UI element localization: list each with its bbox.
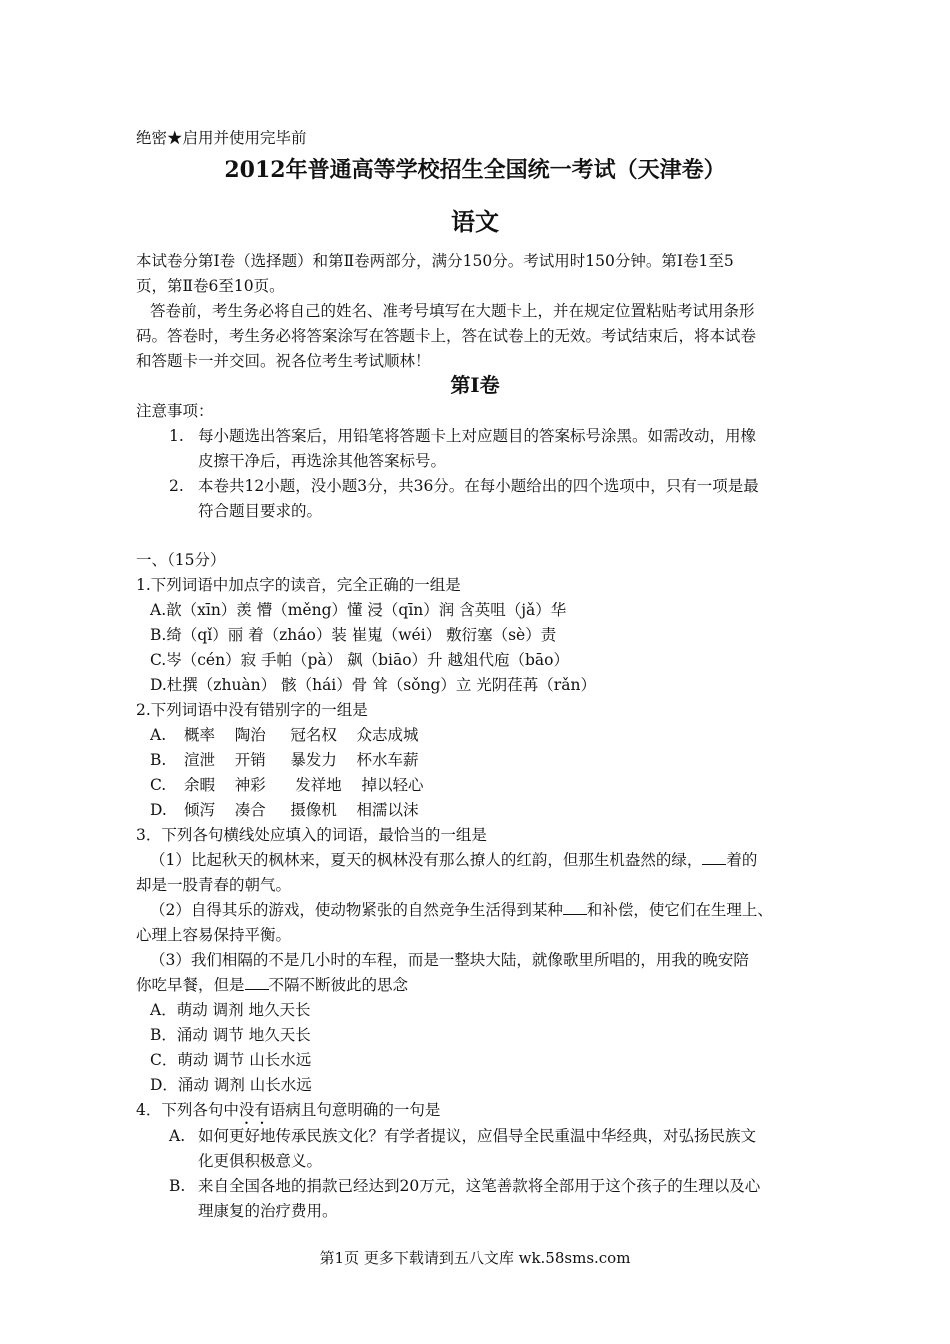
question-1-option-b: B.绮（qǐ）丽 着（zháo）装 崔嵬（wéi） 敷衍塞（sè）责 xyxy=(150,626,557,644)
question-4-stem xyxy=(136,1100,440,1128)
question-3-sentence-3-cont xyxy=(136,975,408,995)
emphasized-text: 没有 xyxy=(238,1101,270,1119)
sentence-text: （2）自得其乐的游戏，使动物紧张的自然竞争生活得到某种 xyxy=(150,901,563,919)
question-1-stem: 1.下列词语中加点字的读音，完全正确的一组是 xyxy=(136,576,461,594)
question-3-sentence-3: （3）我们相隔的不是几小时的车程，而是一整块大陆，就像歌里所唱的，用我的晚安陪 xyxy=(150,951,749,969)
question-4-option-label: B. xyxy=(169,1177,186,1195)
question-2-option-text: 渲泄 开销 暴发力 杯水车薪 xyxy=(184,751,419,769)
question-2-option-label: A. xyxy=(150,726,167,744)
question-2-option-text: 概率 陶治 冠名权 众志成城 xyxy=(184,726,419,744)
question-3-sentence-2 xyxy=(150,900,773,920)
question-3-stem: 3．下列各句横线处应填入的词语，最恰当的一组是 xyxy=(136,826,487,844)
question-2-option-text: 倾泻 凑合 摄像机 相濡以沫 xyxy=(184,801,419,819)
note-text-line: 皮擦干净后，再选涂其他答案标号。 xyxy=(198,452,447,470)
question-1-option-d: D.杜撰（zhuàn） 骸（hái）骨 耸（sǒng）立 光阴荏苒（rǎn） xyxy=(150,676,596,694)
question-3-option-c: C．萌动 调节 山长水远 xyxy=(150,1051,312,1069)
intro-paragraph-1-line-1: 本试卷分第Ⅰ卷（选择题）和第Ⅱ卷两部分，满分150分。考试用时150分钟。第Ⅰ卷1至5 xyxy=(136,252,734,270)
question-2-option-label: B. xyxy=(150,751,167,769)
stem-text: 4．下列各句中 xyxy=(136,1101,239,1119)
stem-text: 语病且句意明确的一句是 xyxy=(269,1101,441,1119)
fill-blank xyxy=(702,850,726,865)
question-2-option-label: D. xyxy=(150,801,167,819)
question-4-option-label: A. xyxy=(169,1127,186,1145)
note-text-line: 本卷共12小题，没小题3分，共36分。在每小题给出的四个选项中，只有一项是最 xyxy=(198,477,759,495)
page-footer: 第1页 更多下载请到五八文库 wk.58sms.com xyxy=(319,1249,631,1267)
question-2-option-text: 余暇 神彩 发祥地 掉以轻心 xyxy=(184,776,424,794)
question-4-option-text: 理康复的治疗费用。 xyxy=(198,1202,338,1220)
question-4-option-text: 化更俱积极意义。 xyxy=(198,1152,323,1170)
question-3-option-a: A．萌动 调剂 地久天长 xyxy=(150,1001,311,1019)
note-number: 2. xyxy=(169,477,184,495)
intro-paragraph-2-line-1: 答卷前，考生务必将自己的姓名、准考号填写在大题卡上，并在规定位置粘贴考试用条形 xyxy=(150,302,755,320)
question-1-option-a: A.歆（xīn）羡 懵（měng）懂 浸（qīn）润 含英咀（jǎ）华 xyxy=(150,601,567,619)
question-1-option-c: C.岑（cén）寂 手帕（pà） 飙（biāo）升 越俎代庖（bāo） xyxy=(150,651,569,669)
notes-label: 注意事项： xyxy=(136,402,214,420)
intro-paragraph-2-line-2: 码。答卷时，考生务必将答案涂写在答题卡上，答在试卷上的无效。考试结束后，将本试卷 xyxy=(136,327,757,345)
note-number: 1. xyxy=(169,427,184,445)
fill-blank xyxy=(245,975,269,990)
fill-blank xyxy=(563,900,587,915)
intro-paragraph-1-line-2: 页，第Ⅱ卷6至10页。 xyxy=(136,277,285,295)
question-4-option-text: 来自全国各地的捐款已经达到20万元，这笔善款将全部用于这个孩子的生理以及心 xyxy=(198,1177,761,1195)
question-4-option-text: 如何更好地传承民族文化？有学者提议，应倡导全民重温中华经典，对弘扬民族文 xyxy=(198,1127,757,1145)
volume-1-heading: 第Ⅰ卷 xyxy=(450,373,500,397)
question-2-option-label: C. xyxy=(150,776,167,794)
sentence-text: 和补偿，使它们在生理上、 xyxy=(586,901,773,919)
question-3-option-b: B．涌动 调节 地久天长 xyxy=(150,1026,311,1044)
sentence-text: 不隔不断彼此的思念 xyxy=(268,976,409,994)
confidential-label: 绝密★启用并使用完毕前 xyxy=(136,129,307,147)
sentence-text: 着的 xyxy=(726,851,758,869)
note-text-line: 每小题选出答案后，用铅笔将答题卡上对应题目的答案标号涂黑。如需改动，用橡 xyxy=(198,427,757,445)
intro-paragraph-2-line-3: 和答题卡一并交回。祝各位考生考试顺林！ xyxy=(136,352,431,370)
subject-title: 语文 xyxy=(451,207,499,236)
question-3-option-d: D．涌动 调剂 山长水远 xyxy=(150,1076,312,1094)
exam-title: 2012年普通高等学校招生全国统一考试（天津卷） xyxy=(224,157,726,183)
question-3-sentence-2-cont: 心理上容易保持平衡。 xyxy=(136,926,292,944)
question-2-stem: 2.下列词语中没有错别字的一组是 xyxy=(136,701,368,719)
sentence-text: （1）比起秋天的枫林来，夏天的枫林没有那么撩人的红韵，但那生机盎然的绿， xyxy=(150,851,703,869)
section-1-heading: 一、（15分） xyxy=(136,551,226,569)
question-3-sentence-1 xyxy=(150,850,757,870)
sentence-text: 你吃早餐，但是 xyxy=(136,976,245,994)
question-3-sentence-1-cont: 却是一股青春的朝气。 xyxy=(136,876,292,894)
note-text-line: 符合题目要求的。 xyxy=(198,502,323,520)
